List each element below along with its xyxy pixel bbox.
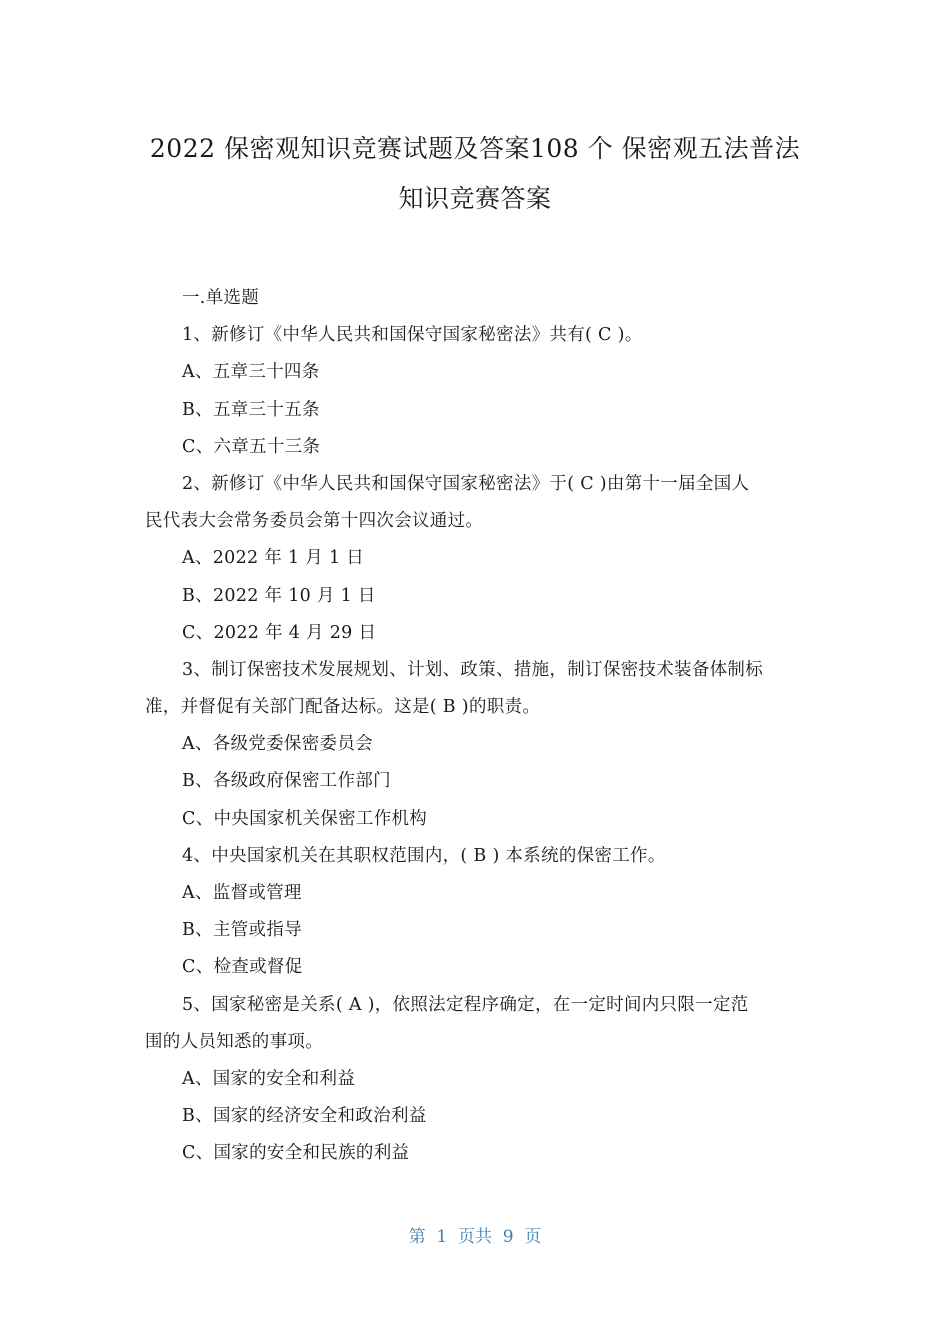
question-5-stem-line-2: 围的人员知悉的事项。 xyxy=(145,1031,323,1052)
question-3-option-b: B、各级政府保密工作部门 xyxy=(182,771,391,792)
question-1-option-a: A、五章三十四条 xyxy=(182,362,320,383)
question-5-option-b: B、国家的经济安全和政治利益 xyxy=(182,1106,427,1127)
question-5-option-c: C、国家的安全和民族的利益 xyxy=(182,1143,410,1164)
page-footer: 第 1 页共 9 页 xyxy=(408,1227,542,1247)
question-5-stem-line-1: 5、国家秘密是关系( A )，依照法定程序确定，在一定时间内只限一定范 xyxy=(182,994,749,1015)
question-1-stem: 1、新修订《中华人民共和国保守国家秘密法》共有( C )。 xyxy=(182,325,643,346)
question-3-stem-line-1: 3、制订保密技术发展规划、计划、政策、措施，制订保密技术装备体制标 xyxy=(182,659,764,680)
question-5-option-a: A、国家的安全和利益 xyxy=(182,1068,356,1089)
question-1-option-c: C、六章五十三条 xyxy=(182,436,321,457)
question-2-stem-line-2: 民代表大会常务委员会第十四次会议通过。 xyxy=(145,511,484,532)
question-2-option-b: B、2022 年 10 月 1 日 xyxy=(182,585,376,606)
question-2-stem-line-1: 2、新修订《中华人民共和国保守国家秘密法》于( C )由第十一届全国人 xyxy=(182,473,750,494)
document-title-line-1: 2022 保密观知识竞赛试题及答案108 个 保密观五法普法 xyxy=(149,134,801,163)
question-4-option-b: B、主管或指导 xyxy=(182,920,302,941)
question-4-stem: 4、中央国家机关在其职权范围内，( B ) 本系统的保密工作。 xyxy=(182,845,666,866)
question-4-option-c: C、检查或督促 xyxy=(182,957,303,978)
document-body xyxy=(145,280,810,1173)
question-2-option-c: C、2022 年 4 月 29 日 xyxy=(182,622,377,643)
question-3-option-c: C、中央国家机关保密工作机构 xyxy=(182,808,428,829)
question-4-option-a: A、监督或管理 xyxy=(182,883,302,903)
question-3-option-a: A、各级党委保密委员会 xyxy=(182,734,373,755)
question-1-option-b: B、五章三十五条 xyxy=(182,399,320,420)
question-3-stem-line-2: 准，并督促有关部门配备达标。这是( B )的职责。 xyxy=(145,697,541,718)
document-title-line-2: 知识竞赛答案 xyxy=(398,184,552,213)
section-heading: 一.单选题 xyxy=(182,288,260,308)
question-2-option-a: A、2022 年 1 月 1 日 xyxy=(182,548,365,569)
